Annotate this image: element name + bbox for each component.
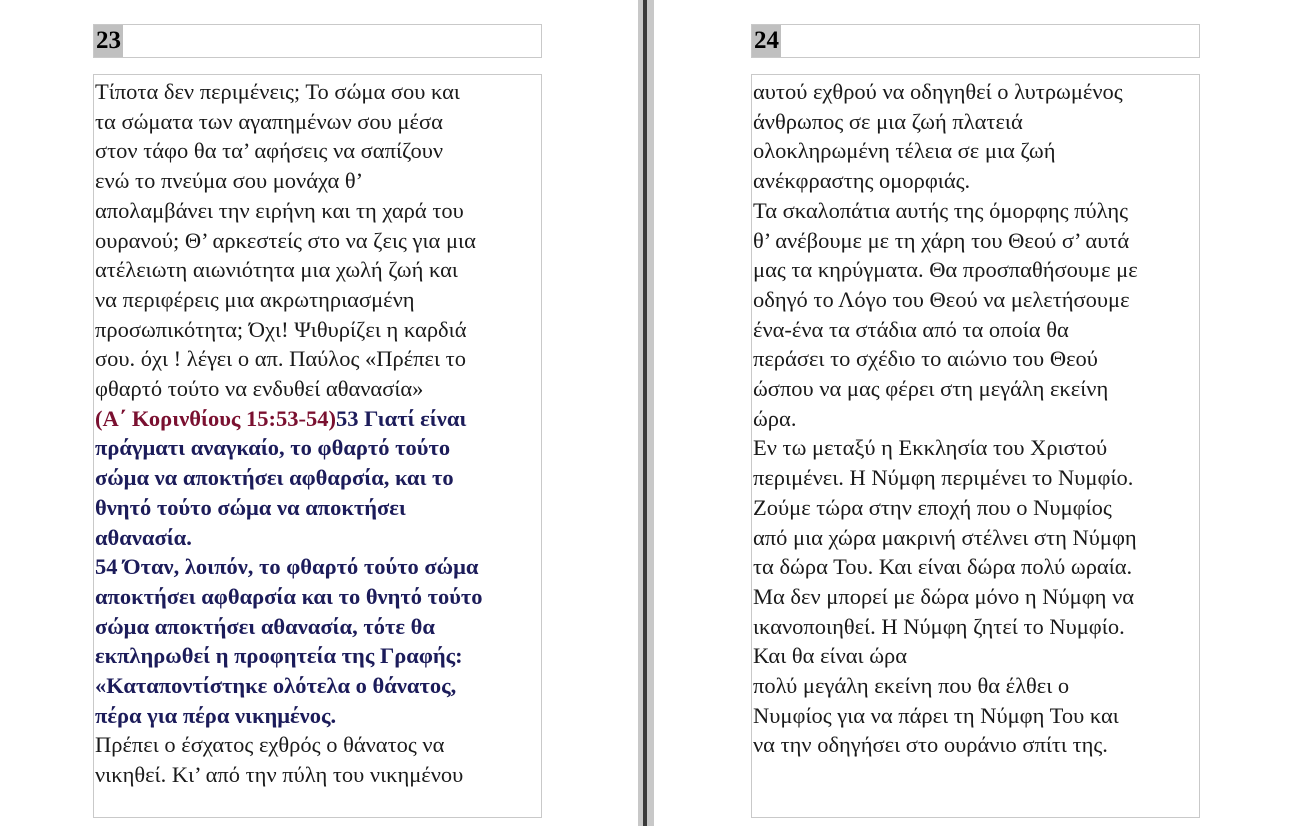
body-text: απολαμβάνει την ειρήνη και τη χαρά του (95, 197, 464, 223)
body-text: περιμένει. Η Νύμφη περιμένει το Νυμφίο. (753, 465, 1134, 491)
text-line (95, 315, 541, 345)
body-text: ικανοποιηθεί. Η Νύμφη ζητεί το Νυμφίο. (753, 613, 1125, 639)
body-text: νικηθεί. Κι’ από την πύλη του νικημένου (95, 762, 464, 788)
body-text: θ’ ανέβουμε με τη χάρη του Θεού σ’ αυτά (753, 227, 1130, 253)
text-line (95, 136, 541, 166)
text-line (95, 344, 541, 374)
text-line (753, 730, 1199, 760)
page-divider (638, 0, 654, 826)
body-text: οδηγό το Λόγο του Θεού να μελετήσουμε (753, 286, 1130, 312)
text-line (95, 493, 541, 523)
body-text: προσωπικότητα; Όχι! Ψιθυρίζει η καρδιά (95, 316, 467, 342)
body-text: Νυμφίος για να πάρει τη Νύμφη Του και (753, 702, 1119, 728)
text-line (95, 612, 541, 642)
scripture-quote: 53 Γιατί είναι (336, 405, 467, 431)
body-text: αυτού εχθρού να οδηγηθεί ο λυτρωμένος (753, 79, 1123, 104)
body-text: Πρέπει ο έσχατος εχθρός ο θάνατος να (95, 732, 445, 758)
text-line (95, 255, 541, 285)
scripture-quote: εκπληρωθεί η προφητεία της Γραφής: (95, 643, 463, 669)
text-line (95, 523, 541, 553)
body-text: Τίποτα δεν περιμένεις; Το σώμα σου και (95, 79, 460, 104)
body-text: σου. όχι ! λέγει ο απ. Παύλος «Πρέπει το (95, 346, 466, 372)
scripture-quote: πέρα για πέρα νικημένος. (95, 702, 337, 728)
text-line (95, 166, 541, 196)
text-line (95, 404, 541, 434)
text-line (753, 612, 1199, 642)
text-line (95, 374, 541, 404)
right-page-number-box (751, 24, 1200, 58)
text-line (95, 582, 541, 612)
scripture-quote: πράγματι αναγκαίο, το φθαρτό τούτο (95, 435, 451, 461)
body-text: πολύ μεγάλη εκείνη που θα έλθει ο (753, 673, 1070, 699)
text-line (753, 463, 1199, 493)
text-line (753, 552, 1199, 582)
text-line (95, 107, 541, 137)
text-line (95, 671, 541, 701)
text-line (753, 582, 1199, 612)
divider-line (643, 0, 647, 826)
text-line (753, 671, 1199, 701)
text-line (95, 433, 541, 463)
scripture-reference: (Α΄ Κορινθίους 15:53-54) (95, 405, 336, 431)
text-line (753, 433, 1199, 463)
body-text: από μια χώρα μακρινή στέλνει στη Νύμφη (753, 524, 1137, 550)
text-line (753, 404, 1199, 434)
text-line (753, 374, 1199, 404)
text-line (95, 226, 541, 256)
body-text: Μα δεν μπορεί με δώρα μόνο η Νύμφη να (753, 583, 1135, 609)
text-line (753, 226, 1199, 256)
left-page-number-box (93, 24, 542, 58)
text-line (753, 77, 1199, 107)
text-line (95, 760, 541, 790)
text-line (95, 701, 541, 731)
body-text: ανέκφραστης ομορφιάς. (753, 168, 971, 194)
text-line (95, 730, 541, 760)
body-text: Τα σκαλοπάτια αυτής της όμορφης πύλης (753, 197, 1129, 223)
text-line (95, 285, 541, 315)
body-text: ατέλειωτη αιωνιότητα μια χωλή ζωή και (95, 257, 458, 283)
text-line (95, 641, 541, 671)
left-page-text[interactable] (93, 74, 542, 818)
text-line (753, 196, 1199, 226)
text-line (753, 523, 1199, 553)
text-line (753, 166, 1199, 196)
scripture-quote: «Καταποντίστηκε ολότελα ο θάνατος, (95, 673, 457, 699)
body-text: τα σώματα των αγαπημένων σου μέσα (95, 108, 443, 134)
right-page-lines (753, 77, 1199, 760)
body-text: Εν τω μεταξύ η Εκκλησία του Χριστού (753, 435, 1108, 461)
text-line (95, 77, 541, 107)
text-line (753, 136, 1199, 166)
body-text: άνθρωπος σε μια ζωή πλατειά (753, 108, 1023, 134)
text-line (753, 315, 1199, 345)
body-text: ενώ το πνεύμα σου μονάχα θ’ (95, 168, 364, 194)
body-text: ώσπου να μας φέρει στη μεγάλη εκείνη (753, 376, 1109, 402)
right-page-text[interactable] (751, 74, 1200, 818)
left-page-lines (95, 77, 541, 790)
text-line (753, 255, 1199, 285)
scripture-quote: 54 Όταν, λοιπόν, το φθαρτό τούτο σώμα (95, 554, 479, 580)
body-text: να περιφέρεις μια ακρωτηριασμένη (95, 286, 415, 312)
text-line (95, 196, 541, 226)
text-line (753, 344, 1199, 374)
text-line (95, 463, 541, 493)
text-line (95, 552, 541, 582)
right-page-number: 24 (752, 25, 781, 57)
text-line (753, 493, 1199, 523)
body-text: περάσει το σχέδιο το αιώνιο του Θεού (753, 346, 1098, 372)
body-text: τα δώρα Του. Και είναι δώρα πολύ ωραία. (753, 554, 1133, 580)
text-line (753, 107, 1199, 137)
scripture-quote: σώμα να αποκτήσει αφθαρσία, και το (95, 465, 454, 491)
body-text: ολοκληρωμένη τέλεια σε μια ζωή (753, 138, 1056, 164)
body-text: ουρανού; Θ’ αρκεστείς στο να ζεις για μια (95, 227, 476, 253)
scripture-quote: σώμα αποκτήσει αθανασία, τότε θα (95, 613, 435, 639)
body-text: μας τα κηρύγματα. Θα προσπαθήσουμε με (753, 257, 1138, 283)
body-text: να την οδηγήσει στο ουράνιο σπίτι της. (753, 732, 1108, 758)
text-line (753, 701, 1199, 731)
left-page-number: 23 (94, 25, 123, 57)
scripture-quote: αθανασία. (95, 524, 192, 550)
scripture-quote: θνητό τούτο σώμα να αποκτήσει (95, 494, 406, 520)
body-text: στον τάφο θα τα’ αφήσεις να σαπίζουν (95, 138, 444, 164)
body-text: ένα-ένα τα στάδια από τα οποία θα (753, 316, 1069, 342)
body-text: Ζούμε τώρα στην εποχή που ο Νυμφίος (753, 494, 1112, 520)
body-text: φθαρτό τούτο να ενδυθεί αθανασία» (95, 376, 424, 402)
body-text: ώρα. (753, 405, 797, 431)
scripture-quote: αποκτήσει αφθαρσία και το θνητό τούτο (95, 583, 483, 609)
text-line (753, 641, 1199, 671)
text-line (753, 285, 1199, 315)
body-text: Και θα είναι ώρα (753, 643, 908, 669)
